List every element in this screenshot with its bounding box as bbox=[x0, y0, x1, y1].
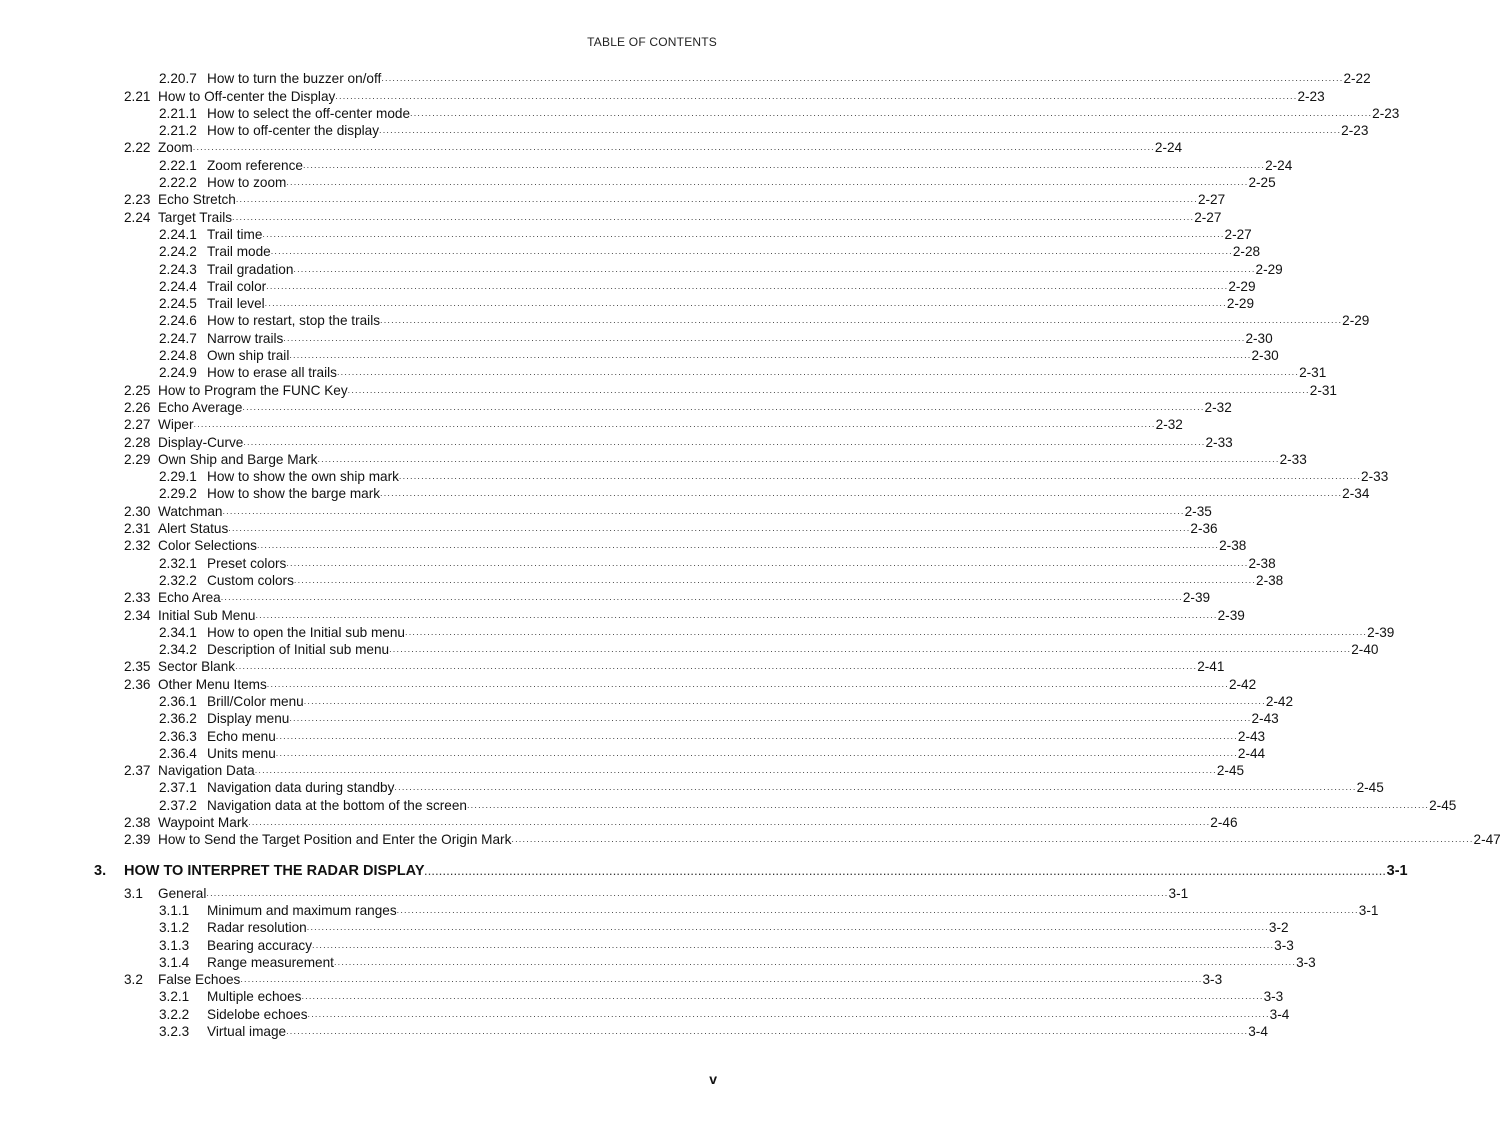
toc-entry[interactable] bbox=[124, 814, 1238, 831]
toc-entry-page: 2-29 bbox=[1255, 261, 1283, 277]
toc-entry[interactable] bbox=[159, 70, 1371, 87]
toc-entry-number: 2.30 bbox=[124, 503, 151, 519]
dot-leader: .................................................................................................................................................................................................................................................................... bbox=[389, 644, 1352, 655]
toc-entry-title: Preset colors bbox=[207, 555, 287, 571]
toc-entry-title: How to Off-center the Display bbox=[158, 88, 336, 104]
toc-entry[interactable] bbox=[159, 364, 1327, 381]
toc-entry[interactable] bbox=[124, 399, 1232, 416]
toc-entry-page: 2-24 bbox=[1154, 140, 1183, 156]
toc-entry[interactable] bbox=[159, 693, 1294, 710]
toc-entry-page: 2-36 bbox=[1190, 521, 1218, 537]
toc-entry-number: 2.24 bbox=[124, 209, 151, 225]
toc-entry[interactable] bbox=[159, 260, 1283, 277]
toc-entry[interactable] bbox=[159, 1023, 1268, 1040]
dot-leader: .................................................................................................................................................................................................................................................................... bbox=[381, 73, 1344, 84]
toc-entry-page: 3-4 bbox=[1248, 1024, 1268, 1040]
toc-entry-title: Virtual image bbox=[207, 1024, 287, 1040]
toc-entry-page: 2-35 bbox=[1184, 503, 1212, 519]
toc-entry[interactable] bbox=[124, 139, 1183, 156]
toc-entry[interactable] bbox=[124, 451, 1307, 468]
dot-leader: .................................................................................................................................................................................................................................................................... bbox=[286, 1026, 1249, 1037]
dot-leader: .................................................................................................................................................................................................................................................................... bbox=[289, 350, 1252, 361]
toc-entry-number: 2.36.2 bbox=[159, 711, 197, 727]
toc-entry-title: Sidelobe echoes bbox=[207, 1006, 308, 1022]
dot-leader: .................................................................................................................................................................................................................................................................... bbox=[380, 488, 1343, 499]
toc-entry-title: Units menu bbox=[207, 745, 276, 761]
toc-entry-title: Echo Stretch bbox=[158, 192, 236, 208]
toc-entry[interactable] bbox=[124, 502, 1212, 519]
toc-entry-title: Trail gradation bbox=[207, 261, 294, 277]
dot-leader: .................................................................................................................................................................................................................................................................... bbox=[266, 280, 1229, 291]
dot-leader: .................................................................................................................................................................................................................................................................... bbox=[286, 177, 1249, 188]
toc-entry-page: 2-27 bbox=[1224, 226, 1252, 242]
toc-entry[interactable] bbox=[159, 779, 1384, 796]
toc-entry-number: 2.32 bbox=[124, 538, 151, 554]
toc-entry-page: 2-34 bbox=[1342, 486, 1370, 502]
dot-leader: .................................................................................................................................................................................................................................................................... bbox=[410, 107, 1373, 118]
toc-entry[interactable] bbox=[124, 191, 1226, 208]
dot-leader: .................................................................................................................................................................................................................................................................... bbox=[286, 557, 1249, 568]
dot-leader: .................................................................................................................................................................................................................................................................... bbox=[222, 505, 1185, 516]
toc-entry-title: Trail color bbox=[207, 278, 267, 294]
toc-entry-title: Echo menu bbox=[207, 728, 276, 744]
toc-entry-title: Other Menu Items bbox=[158, 676, 267, 692]
toc-entry-number: 2.34 bbox=[124, 607, 151, 623]
toc-entry-number: 2.37.2 bbox=[159, 797, 197, 813]
dot-leader: .................................................................................................................................................................................................................................................................... bbox=[232, 211, 1195, 222]
toc-entry[interactable] bbox=[159, 226, 1252, 243]
toc-entry-title: Brill/Color menu bbox=[207, 693, 304, 709]
toc-entry[interactable] bbox=[159, 727, 1266, 744]
dot-leader: .................................................................................................................................................................................................................................................................... bbox=[336, 367, 1300, 378]
toc-entry-title: How to turn the buzzer on/off bbox=[207, 71, 382, 87]
toc-entry[interactable] bbox=[159, 312, 1370, 329]
toc-entry-number: 2.32.2 bbox=[159, 572, 197, 588]
toc-entry-page: 2-47 bbox=[1473, 832, 1501, 848]
toc-entry-number: 2.24.7 bbox=[159, 330, 197, 346]
toc-entry-title: Navigation data during standby bbox=[207, 780, 395, 796]
toc-entry[interactable] bbox=[159, 243, 1261, 260]
toc-entry-page: 2-38 bbox=[1219, 538, 1247, 554]
toc-entry[interactable] bbox=[124, 762, 1245, 779]
page-header: TABLE OF CONTENTS bbox=[587, 35, 717, 49]
toc-entry[interactable] bbox=[124, 87, 1325, 104]
toc-entry-number: 2.24.5 bbox=[159, 296, 197, 312]
toc-entry-number: 2.39 bbox=[124, 832, 151, 848]
toc-entry[interactable] bbox=[159, 1005, 1290, 1022]
toc-entry-title: How to off-center the display bbox=[207, 123, 380, 139]
toc-entry-number: 3.1 bbox=[124, 885, 143, 901]
dot-leader: .................................................................................................................................................................................................................................................................... bbox=[466, 799, 1430, 810]
toc-entry-title: Watchman bbox=[158, 503, 223, 519]
toc-entry[interactable] bbox=[159, 174, 1276, 191]
toc-entry[interactable] bbox=[124, 884, 1189, 901]
toc-entry-number: 2.34.2 bbox=[159, 642, 197, 658]
toc-entry-title: How to erase all trails bbox=[207, 365, 337, 381]
dot-leader: .................................................................................................................................................................................................................................................................... bbox=[511, 834, 1474, 845]
toc-entry-number: 2.29.2 bbox=[159, 486, 197, 502]
toc-entry-title: Custom colors bbox=[207, 572, 294, 588]
toc-entry-page: 2-25 bbox=[1248, 175, 1276, 191]
dot-leader: .................................................................................................................................................................................................................................................................... bbox=[306, 922, 1269, 933]
toc-entry-title: Echo Area bbox=[158, 590, 221, 606]
toc-entry-page: 2-30 bbox=[1245, 330, 1273, 346]
dot-leader: .................................................................................................................................................................................................................................................................... bbox=[248, 817, 1211, 828]
toc-entry-page: 2-43 bbox=[1251, 711, 1279, 727]
toc-entry-title: Color Selections bbox=[158, 538, 257, 554]
toc-entry-page: 2-23 bbox=[1297, 88, 1325, 104]
toc-entry[interactable] bbox=[159, 745, 1266, 762]
dot-leader: .................................................................................................................................................................................................................................................................... bbox=[264, 298, 1227, 309]
toc-entry-page: 2-45 bbox=[1429, 797, 1457, 813]
toc-entry-number: 2.36 bbox=[124, 676, 151, 692]
toc-entry[interactable] bbox=[94, 858, 1408, 884]
toc-entry-number: 2.33 bbox=[124, 590, 151, 606]
toc-entry-page: 2-39 bbox=[1182, 590, 1211, 606]
toc-entry-title: Own ship trail bbox=[207, 348, 290, 364]
toc-entry-page: 2-44 bbox=[1237, 745, 1266, 761]
dot-leader: .................................................................................................................................................................................................................................................................... bbox=[405, 626, 1368, 637]
toc-entry[interactable] bbox=[124, 208, 1222, 225]
dot-leader: .................................................................................................................................................................................................................................................................... bbox=[394, 782, 1357, 793]
dot-leader: .................................................................................................................................................................................................................................................................... bbox=[398, 471, 1362, 482]
toc-entry-page: 2-32 bbox=[1204, 399, 1232, 415]
toc-entry[interactable] bbox=[124, 658, 1225, 675]
toc-entry-title: Narrow trails bbox=[207, 330, 284, 346]
toc-entry-title: Echo Average bbox=[158, 399, 243, 415]
dot-leader: .................................................................................................................................................................................................................................................................... bbox=[380, 315, 1343, 326]
dot-leader: .................................................................................................................................................................................................................................................................... bbox=[302, 159, 1266, 170]
toc-entry-number: 2.20.7 bbox=[159, 71, 197, 87]
dot-leader: .................................................................................................................................................................................................................................................................... bbox=[255, 609, 1218, 620]
toc-entry-page: 2-38 bbox=[1256, 572, 1284, 588]
toc-entry-number: 2.24.4 bbox=[159, 278, 197, 294]
dot-leader: .................................................................................................................................................................................................................................................................... bbox=[317, 453, 1280, 464]
toc-entry[interactable] bbox=[159, 156, 1293, 173]
toc-entry-title: How to zoom bbox=[207, 175, 287, 191]
toc-entry-number: 2.34.1 bbox=[159, 624, 197, 640]
toc-entry[interactable] bbox=[124, 589, 1211, 606]
toc-entry-page: 2-38 bbox=[1248, 555, 1276, 571]
dot-leader: .................................................................................................................................................................................................................................................................... bbox=[228, 523, 1191, 534]
toc-entry[interactable] bbox=[159, 919, 1289, 936]
toc-entry-title: Navigation data at the bottom of the screen bbox=[207, 797, 467, 813]
toc-entry-page: 2-42 bbox=[1228, 676, 1257, 692]
toc-entry-page: 2-30 bbox=[1251, 348, 1279, 364]
toc-entry-number: 3.2 bbox=[124, 972, 143, 988]
toc-entry-page: 3-1 bbox=[1386, 863, 1408, 880]
dot-leader: .................................................................................................................................................................................................................................................................... bbox=[243, 436, 1206, 447]
toc-entry-page: 3-3 bbox=[1263, 989, 1284, 1005]
toc-entry-page: 2-23 bbox=[1372, 105, 1400, 121]
toc-entry-number: 3.1.2 bbox=[159, 920, 190, 936]
toc-entry-number: 2.21.1 bbox=[159, 105, 197, 121]
toc-entry-page: 3-3 bbox=[1296, 954, 1316, 970]
toc-entry-page: 2-33 bbox=[1205, 434, 1233, 450]
toc-entry-number: 3.1.3 bbox=[159, 937, 190, 953]
dot-leader: .................................................................................................................................................................................................................................................................... bbox=[220, 592, 1183, 603]
toc-entry-page: 2-29 bbox=[1342, 313, 1370, 329]
toc-entry-number: 2.36.4 bbox=[159, 745, 197, 761]
toc-entry-page: 2-40 bbox=[1351, 642, 1379, 658]
dot-leader: .................................................................................................................................................................................................................................................................... bbox=[379, 125, 1342, 136]
dot-leader: .................................................................................................................................................................................................................................................................... bbox=[303, 695, 1266, 706]
toc-entry-number: 2.24.2 bbox=[159, 244, 197, 260]
dot-leader: .................................................................................................................................................................................................................................................................... bbox=[293, 263, 1256, 274]
toc-entry-title: Range measurement bbox=[207, 954, 334, 970]
toc-entry-page: 2-41 bbox=[1197, 659, 1225, 675]
toc-entry[interactable] bbox=[124, 381, 1337, 398]
table-of-contents bbox=[0, 70, 1501, 1040]
toc-entry-page: 2-33 bbox=[1279, 451, 1307, 467]
toc-entry-number: 3.2.2 bbox=[159, 1006, 190, 1022]
toc-entry-number: 2.27 bbox=[124, 417, 151, 433]
toc-entry-title: General bbox=[158, 885, 207, 901]
toc-entry-number: 3. bbox=[94, 863, 107, 880]
dot-leader: .................................................................................................................................................................................................................................................................... bbox=[262, 228, 1225, 239]
toc-entry[interactable] bbox=[159, 485, 1370, 502]
toc-entry-number: 2.35 bbox=[124, 659, 151, 675]
toc-entry[interactable] bbox=[159, 468, 1389, 485]
dot-leader: .................................................................................................................................................................................................................................................................... bbox=[333, 956, 1297, 967]
toc-entry-number: 2.29 bbox=[124, 451, 151, 467]
dot-leader: .................................................................................................................................................................................................................................................................... bbox=[347, 384, 1310, 395]
toc-entry[interactable] bbox=[159, 347, 1279, 364]
toc-entry-page: 2-32 bbox=[1155, 417, 1183, 433]
toc-entry[interactable] bbox=[159, 295, 1255, 312]
toc-entry-title: Wiper bbox=[158, 417, 194, 433]
dot-leader: .................................................................................................................................................................................................................................................................... bbox=[335, 90, 1298, 101]
toc-entry-title: How to open the Initial sub menu bbox=[207, 624, 405, 640]
toc-entry-number: 2.24.6 bbox=[159, 313, 197, 329]
dot-leader: .................................................................................................................................................................................................................................................................... bbox=[283, 332, 1246, 343]
toc-entry-number: 2.37.1 bbox=[159, 780, 197, 796]
toc-entry[interactable] bbox=[159, 710, 1279, 727]
toc-entry-title: Radar resolution bbox=[207, 920, 307, 936]
toc-entry-number: 2.24.9 bbox=[159, 365, 197, 381]
dot-leader: .................................................................................................................................................................................................................................................................... bbox=[235, 194, 1198, 205]
toc-entry-page: 2-22 bbox=[1343, 71, 1371, 87]
toc-entry-number: 2.21.2 bbox=[159, 123, 197, 139]
dot-leader: .................................................................................................................................................................................................................................................................... bbox=[270, 246, 1233, 257]
toc-entry-number: 3.1.1 bbox=[159, 902, 190, 918]
toc-entry-title: Display menu bbox=[207, 711, 290, 727]
toc-entry[interactable] bbox=[159, 954, 1316, 971]
toc-entry-page: 3-1 bbox=[1168, 885, 1189, 901]
toc-entry[interactable] bbox=[124, 675, 1257, 692]
dot-leader: .................................................................................................................................................................................................................................................................... bbox=[396, 904, 1359, 915]
toc-entry-page: 2-45 bbox=[1216, 763, 1245, 779]
dot-leader: .................................................................................................................................................................................................................................................................... bbox=[240, 974, 1203, 985]
toc-entry[interactable] bbox=[124, 520, 1218, 537]
toc-entry-title: Target Trails bbox=[158, 209, 233, 225]
toc-entry-number: 3.2.3 bbox=[159, 1024, 190, 1040]
dot-leader: .................................................................................................................................................................................................................................................................... bbox=[256, 540, 1220, 551]
toc-entry-title: Zoom bbox=[158, 140, 193, 156]
toc-entry-page: 2-23 bbox=[1341, 123, 1369, 139]
toc-entry-title: Minimum and maximum ranges bbox=[207, 902, 397, 918]
toc-entry-title: Own Ship and Barge Mark bbox=[158, 451, 318, 467]
page-number: v bbox=[709, 1071, 717, 1087]
toc-entry[interactable] bbox=[124, 416, 1183, 433]
toc-entry[interactable] bbox=[159, 641, 1379, 658]
toc-entry[interactable] bbox=[159, 796, 1457, 813]
toc-entry-title: False Echoes bbox=[158, 972, 241, 988]
dot-leader: .................................................................................................................................................................................................................................................................... bbox=[424, 867, 1387, 878]
toc-entry-number: 2.32.1 bbox=[159, 555, 197, 571]
toc-entry-page: 2-33 bbox=[1361, 469, 1389, 485]
toc-entry[interactable] bbox=[159, 554, 1276, 571]
toc-entry[interactable] bbox=[159, 988, 1284, 1005]
dot-leader: .................................................................................................................................................................................................................................................................... bbox=[307, 1008, 1270, 1019]
toc-entry-page: 2-42 bbox=[1265, 693, 1294, 709]
toc-entry-title: Sector Blank bbox=[158, 659, 236, 675]
toc-entry-number: 2.24.3 bbox=[159, 261, 197, 277]
toc-entry-number: 2.38 bbox=[124, 815, 151, 831]
toc-entry-number: 2.22 bbox=[124, 140, 151, 156]
dot-leader: .................................................................................................................................................................................................................................................................... bbox=[266, 678, 1229, 689]
toc-entry[interactable] bbox=[159, 105, 1400, 122]
toc-entry-title: Waypoint Mark bbox=[158, 815, 249, 831]
dot-leader: .................................................................................................................................................................................................................................................................... bbox=[275, 730, 1238, 741]
toc-entry-page: 3-3 bbox=[1274, 937, 1294, 953]
toc-entry-page: 2-24 bbox=[1265, 157, 1293, 173]
dot-leader: .................................................................................................................................................................................................................................................................... bbox=[289, 713, 1252, 724]
toc-entry-number: 2.22.1 bbox=[159, 157, 197, 173]
toc-entry-number: 2.22.2 bbox=[159, 175, 197, 191]
toc-entry[interactable] bbox=[159, 624, 1395, 641]
toc-entry-page: 2-43 bbox=[1237, 728, 1266, 744]
dot-leader: .................................................................................................................................................................................................................................................................... bbox=[301, 991, 1264, 1002]
toc-entry-page: 2-29 bbox=[1228, 278, 1256, 294]
toc-entry-number: 3.1.4 bbox=[159, 954, 190, 970]
toc-entry-title: How to show the own ship mark bbox=[207, 469, 399, 485]
dot-leader: .................................................................................................................................................................................................................................................................... bbox=[206, 887, 1169, 898]
dot-leader: .................................................................................................................................................................................................................................................................... bbox=[192, 142, 1155, 153]
toc-entry-title: How to Program the FUNC Key bbox=[158, 382, 348, 398]
toc-entry-number: 2.26 bbox=[124, 399, 151, 415]
toc-entry[interactable] bbox=[159, 902, 1379, 919]
toc-entry[interactable] bbox=[124, 433, 1233, 450]
toc-entry[interactable] bbox=[124, 537, 1247, 554]
toc-entry-number: 2.36.1 bbox=[159, 693, 197, 709]
toc-entry-page: 2-27 bbox=[1194, 209, 1222, 225]
toc-entry-number: 2.23 bbox=[124, 192, 151, 208]
dot-leader: .................................................................................................................................................................................................................................................................... bbox=[293, 574, 1257, 585]
toc-entry-title: How to restart, stop the trails bbox=[207, 313, 381, 329]
toc-entry-number: 2.28 bbox=[124, 434, 151, 450]
toc-entry-title: How to Send the Target Position and Enter the Origin Mark bbox=[158, 832, 512, 848]
toc-entry-number: 3.2.1 bbox=[159, 989, 190, 1005]
toc-entry-title: Description of Initial sub menu bbox=[207, 642, 390, 658]
dot-leader: .................................................................................................................................................................................................................................................................... bbox=[254, 765, 1217, 776]
dot-leader: .................................................................................................................................................................................................................................................................... bbox=[275, 747, 1238, 758]
toc-entry-page: 2-46 bbox=[1210, 815, 1238, 831]
dot-leader: .................................................................................................................................................................................................................................................................... bbox=[193, 419, 1156, 430]
toc-entry-title: How to show the barge mark bbox=[207, 486, 381, 502]
toc-entry-title: Trail level bbox=[207, 296, 265, 312]
toc-entry-page: 2-29 bbox=[1226, 296, 1255, 312]
toc-entry-number: 2.24.1 bbox=[159, 226, 197, 242]
toc-entry-title: Zoom reference bbox=[207, 157, 303, 173]
toc-entry-page: 3-3 bbox=[1202, 972, 1223, 988]
toc-entry[interactable] bbox=[124, 971, 1223, 988]
toc-entry-page: 2-31 bbox=[1309, 382, 1337, 398]
dot-leader: .................................................................................................................................................................................................................................................................... bbox=[235, 661, 1198, 672]
toc-entry-number: 2.36.3 bbox=[159, 728, 197, 744]
toc-entry-title: Alert Status bbox=[158, 521, 229, 537]
toc-entry-page: 3-4 bbox=[1269, 1006, 1290, 1022]
toc-entry-title: Navigation Data bbox=[158, 763, 255, 779]
toc-entry-page: 2-45 bbox=[1356, 780, 1384, 796]
toc-entry[interactable] bbox=[159, 278, 1256, 295]
toc-entry[interactable] bbox=[159, 936, 1294, 953]
toc-entry-title: Bearing accuracy bbox=[207, 937, 313, 953]
dot-leader: .................................................................................................................................................................................................................................................................... bbox=[242, 401, 1205, 412]
toc-entry-number: 2.24.8 bbox=[159, 348, 197, 364]
toc-entry-title: Trail time bbox=[207, 226, 263, 242]
toc-entry-number: 2.29.1 bbox=[159, 469, 197, 485]
toc-entry[interactable] bbox=[159, 329, 1273, 346]
toc-entry-number: 2.25 bbox=[124, 382, 151, 398]
toc-entry[interactable] bbox=[124, 606, 1245, 623]
dot-leader: .................................................................................................................................................................................................................................................................... bbox=[312, 939, 1275, 950]
toc-entry-page: 3-1 bbox=[1358, 902, 1379, 918]
toc-entry-page: 2-27 bbox=[1197, 192, 1226, 208]
toc-entry-page: 2-39 bbox=[1217, 607, 1245, 623]
toc-entry[interactable] bbox=[124, 831, 1501, 848]
toc-entry-page: 2-39 bbox=[1367, 624, 1395, 640]
toc-entry-number: 2.37 bbox=[124, 763, 151, 779]
toc-entry-title: Initial Sub Menu bbox=[158, 607, 256, 623]
toc-entry-title: Trail mode bbox=[207, 244, 271, 260]
toc-entry-title: Display-Curve bbox=[158, 434, 244, 450]
toc-entry-title: Multiple echoes bbox=[207, 989, 302, 1005]
toc-entry-page: 2-31 bbox=[1299, 365, 1327, 381]
toc-entry[interactable] bbox=[159, 572, 1284, 589]
toc-entry-page: 2-28 bbox=[1232, 244, 1261, 260]
toc-entry-number: 2.31 bbox=[124, 521, 151, 537]
toc-entry-page: 3-2 bbox=[1268, 920, 1289, 936]
toc-entry-title: How to select the off-center mode bbox=[207, 105, 411, 121]
toc-entry-number: 2.21 bbox=[124, 88, 151, 104]
toc-entry-title: HOW TO INTERPRET THE RADAR DISPLAY bbox=[124, 863, 425, 880]
toc-entry[interactable] bbox=[159, 122, 1369, 139]
